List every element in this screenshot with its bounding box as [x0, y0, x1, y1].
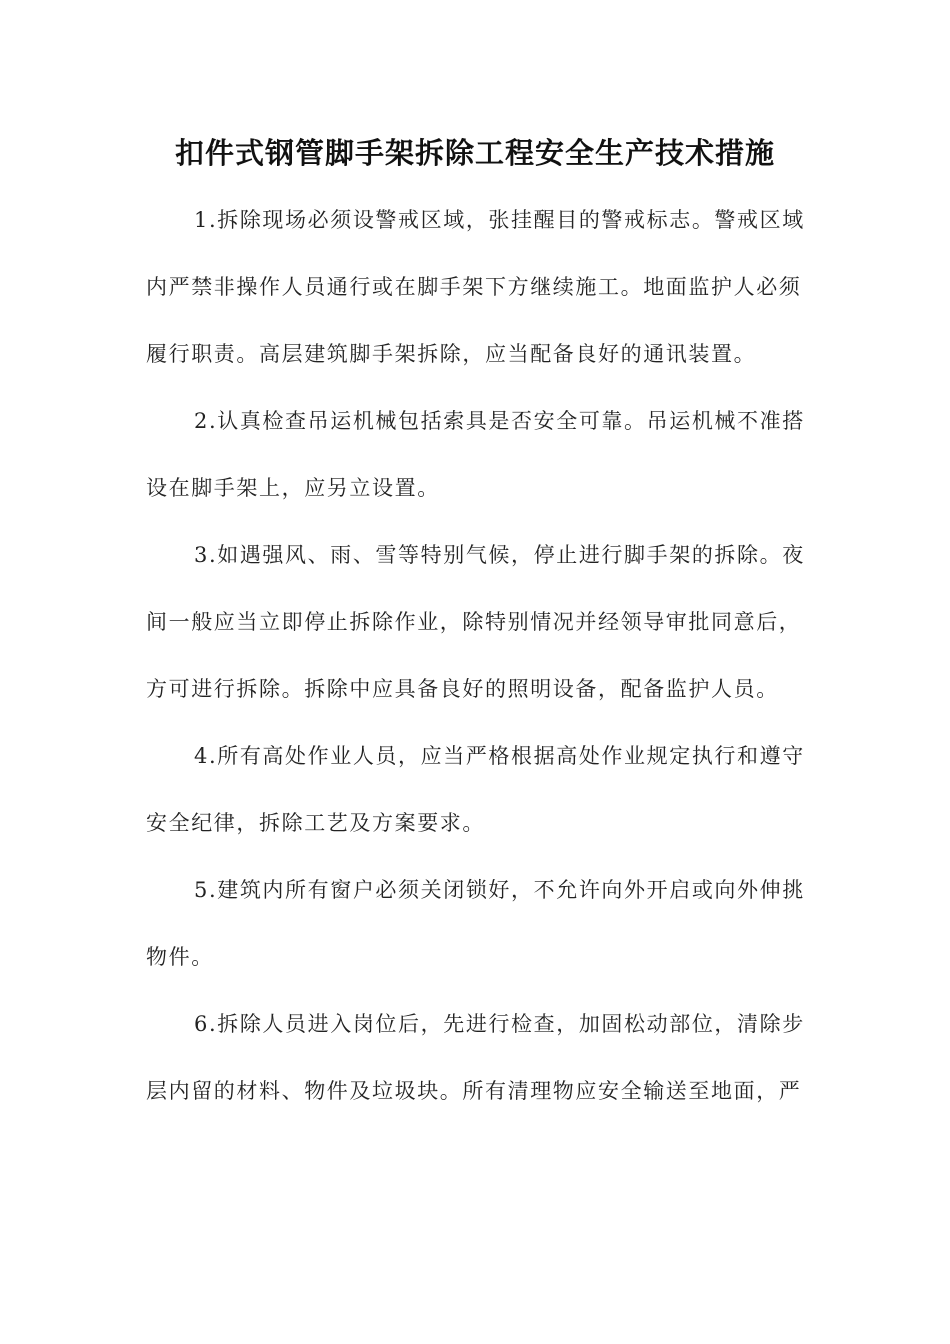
paragraph-line: 1.拆除现场必须设警戒区域，张挂醒目的警戒标志。警戒区域	[194, 208, 805, 232]
paragraph-5	[146, 868, 808, 980]
paragraph-2	[146, 399, 808, 511]
paragraph-line: 物件。	[146, 945, 214, 969]
paragraph-1	[146, 198, 808, 377]
paragraph-line: 4.所有高处作业人员，应当严格根据高处作业规定执行和遵守	[194, 744, 805, 768]
paragraph-line: 3.如遇强风、雨、雪等特别气候，停止进行脚手架的拆除。夜	[194, 543, 805, 567]
paragraph-line: 方可进行拆除。拆除中应具备良好的照明设备，配备监护人员。	[146, 677, 779, 701]
paragraph-line: 设在脚手架上，应另立设置。	[146, 476, 440, 500]
document-body	[146, 198, 808, 1136]
paragraph-4	[146, 734, 808, 846]
paragraph-line: 履行职责。高层建筑脚手架拆除，应当配备良好的通讯装置。	[146, 342, 757, 366]
paragraph-line: 安全纪律，拆除工艺及方案要求。	[146, 811, 485, 835]
paragraph-6	[146, 1002, 808, 1114]
paragraph-line: 5.建筑内所有窗户必须关闭锁好，不允许向外开启或向外伸挑	[194, 878, 805, 902]
document-title: 扣件式钢管脚手架拆除工程安全生产技术措施	[174, 136, 775, 170]
paragraph-line: 2.认真检查吊运机械包括索具是否安全可靠。吊运机械不准搭	[194, 409, 805, 433]
paragraph-line: 6.拆除人员进入岗位后，先进行检查，加固松动部位，清除步	[194, 1012, 805, 1036]
paragraph-line: 层内留的材料、物件及垃圾块。所有清理物应安全输送至地面，严	[146, 1079, 802, 1103]
paragraph-line: 间一般应当立即停止拆除作业，除特别情况并经领导审批同意后，	[146, 610, 802, 634]
paragraph-line: 内严禁非操作人员通行或在脚手架下方继续施工。地面监护人必须	[146, 275, 802, 299]
paragraph-3	[146, 533, 808, 712]
